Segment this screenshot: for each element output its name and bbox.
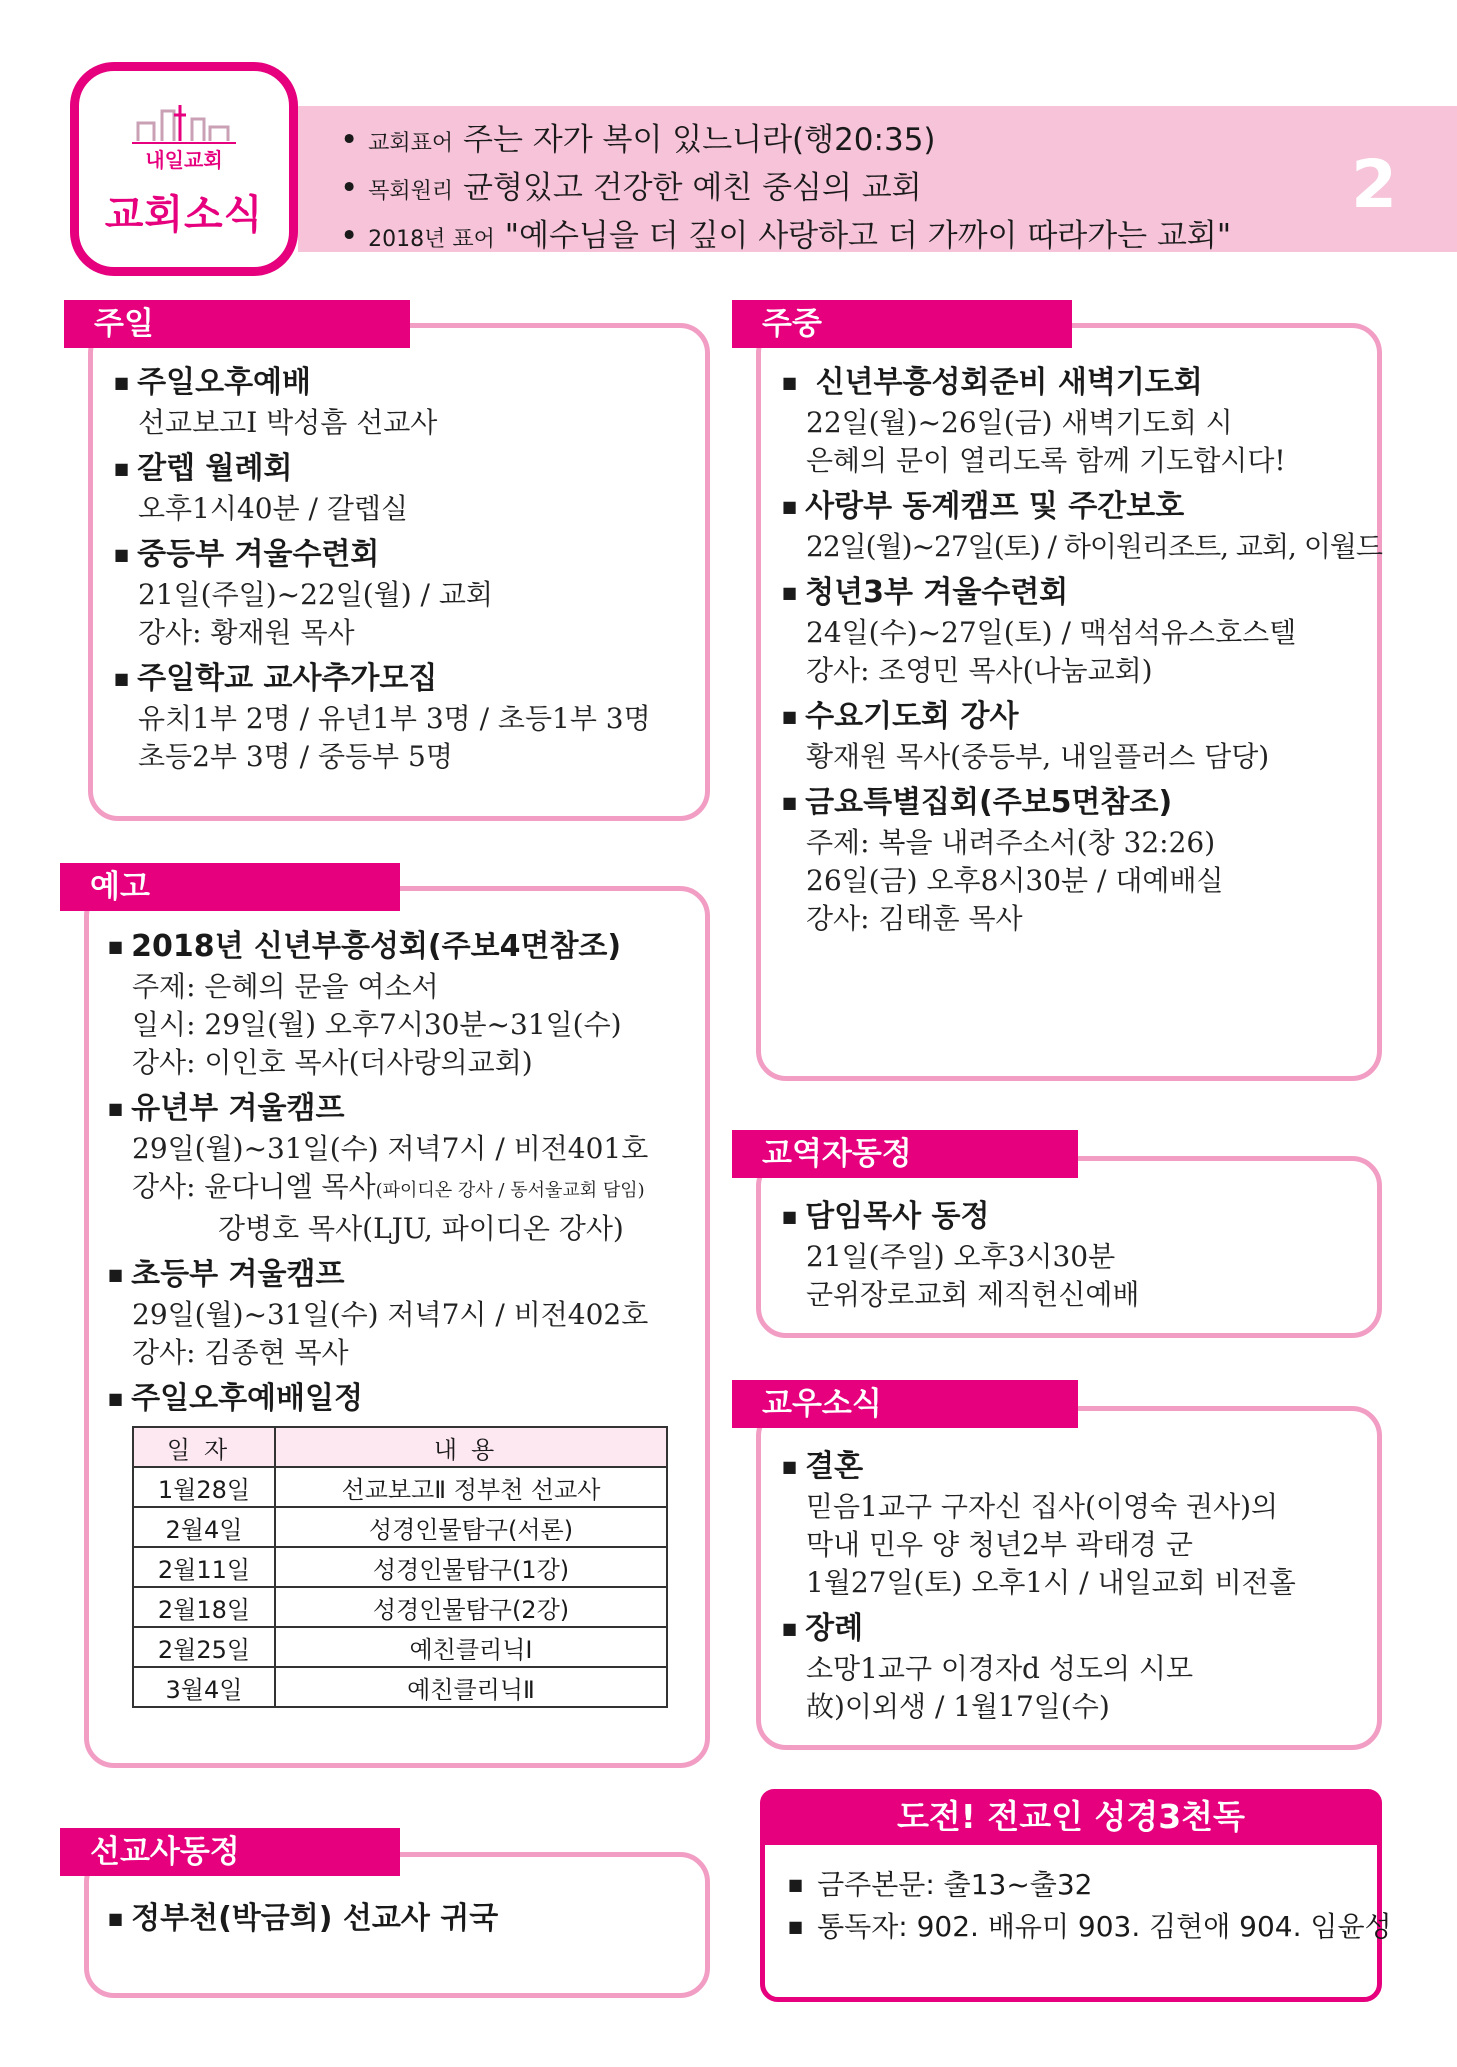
schedule-table	[132, 1426, 668, 1708]
list-item: ■ 유년부 겨울캠프 29일(월)~31일(수) 저녁7시 / 비전401호 강사: 윤다니엘 목사(파이디온 강사 / 동서울교회 담임) 강병호 목사(LJU, 파이디온 강사)	[108, 1091, 649, 1245]
motto-item: • 목회원리 균형있고 건강한 예친 중심의 교회	[340, 170, 922, 206]
motto-list	[340, 118, 1231, 262]
table-header-row: 일자 내용	[133, 1427, 667, 1467]
notice-content	[108, 926, 668, 1714]
list-item: ■ 2018년 신년부흥성회(주보4면참조) 주제: 은혜의 문을 여소서 일시: 29일(월) 오후7시30분~31일(수) 강사: 이인호 목사(더사랑의교회)	[108, 929, 622, 1079]
list-item: ■ 중등부 겨울수련회 21일(주일)~22일(월) / 교회 강사: 황재원 목사	[114, 537, 493, 649]
sunday-content	[114, 362, 651, 782]
list-item: ■ 주일오후예배일정 일자 내용 1월28일 선교보고Ⅱ 정부천 선교사 2월4일 성경인물탐구(서론) 2월11일 성경인물탐구(1강) 2월18일 성경인물탐구(2강) 2월25일 예친클리닉Ⅰ 3월4일 예친클리닉Ⅱ	[108, 1378, 668, 1708]
members-tab: 교우소식	[732, 1380, 1078, 1428]
list-item: ■ 금주본문: 출13~출32	[788, 1868, 1093, 1901]
section-title: 교회소식	[104, 192, 264, 238]
list-item: ■ 초등부 겨울캠프 29일(월)~31일(수) 저녁7시 / 비전402호 강사: 김종현 목사	[108, 1257, 649, 1369]
list-item: ■ 사랑부 동계캠프 및 주간보호 22일(월)~27일(토) / 하이원리조트, 교회, 이월드	[782, 489, 1382, 563]
list-item: ■ 장례 소망1교구 이경자d 성도의 시모 故)이외생 / 1월17일(수)	[782, 1611, 1194, 1723]
weekday-tab: 주중	[732, 300, 1072, 348]
list-item: ■ 담임목사 동정 21일(주일) 오후3시30분 군위장로교회 제직헌신예배	[782, 1199, 1140, 1311]
sunday-tab: 주일	[64, 300, 410, 348]
list-item: ■ 주일오후예배 선교보고Ⅰ 박성흠 선교사	[114, 365, 438, 439]
table-row: 2월18일 성경인물탐구(2강)	[133, 1587, 667, 1627]
list-item: ■ 주일학교 교사추가모집 유치1부 2명 / 유년1부 3명 / 초등1부 3명 초등2부 3명 / 중등부 5명	[114, 661, 651, 773]
bible-content	[788, 1864, 1392, 1948]
list-item: ■ 통독자: 902. 배유미 903. 김현애 904. 임윤성	[788, 1910, 1392, 1943]
table-row: 1월28일 선교보고Ⅱ 정부천 선교사	[133, 1467, 667, 1507]
motto-item: • 교회표어 주는 자가 복이 있느니라(행20:35)	[340, 122, 936, 158]
list-item: ■ 결혼 믿음1교구 구자신 집사(이영숙 권사)의 막내 민우 양 청년2부 곽태경 군 1월27일(토) 오후1시 / 내일교회 비전홀	[782, 1449, 1296, 1599]
church-logo-icon	[124, 97, 244, 177]
bible-challenge-title: 도전! 전교인 성경3천독	[760, 1789, 1382, 1845]
list-item: ■ 정부천(박금희) 선교사 귀국	[108, 1901, 499, 1936]
members-content	[782, 1446, 1296, 1732]
table-row: 2월25일 예친클리닉Ⅰ	[133, 1627, 667, 1667]
pastor-content	[782, 1196, 1139, 1320]
missionary-content	[108, 1898, 498, 1946]
table-row: 3월4일 예친클리닉Ⅱ	[133, 1667, 667, 1707]
page-number: 2	[1351, 146, 1397, 223]
list-item: ■ 갈렙 월례회 오후1시40분 / 갈렙실	[114, 451, 409, 525]
table-row: 2월4일 성경인물탐구(서론)	[133, 1507, 667, 1547]
motto-item: • 2018년 표어 "예수님을 더 깊이 사랑하고 더 가까이 따라가는 교회"	[340, 218, 1232, 254]
list-item: ■ 신년부흥성회준비 새벽기도회 22일(월)~26일(금) 새벽기도회 시 은혜의 문이 열리도록 함께 기도합시다!	[782, 365, 1286, 477]
pastor-tab: 교역자동정	[732, 1130, 1078, 1178]
list-item: ■ 금요특별집회(주보5면참조) 주제: 복을 내려주소서(창 32:26) 26일(금) 오후8시30분 / 대예배실 강사: 김태훈 목사	[782, 785, 1224, 935]
notice-tab: 예고	[60, 863, 400, 911]
svg-text:내일교회: 내일교회	[145, 148, 223, 172]
church-logo-box	[70, 62, 298, 276]
table-row: 2월11일 성경인물탐구(1강)	[133, 1547, 667, 1587]
missionary-tab: 선교사동정	[60, 1828, 400, 1876]
list-item: ■ 수요기도회 강사 황재원 목사(중등부, 내일플러스 담당)	[782, 699, 1270, 773]
list-item: ■ 청년3부 겨울수련회 24일(수)~27일(토) / 맥섬석유스호스텔 강사: 조영민 목사(나눔교회)	[782, 575, 1297, 687]
weekday-content	[782, 362, 1382, 944]
